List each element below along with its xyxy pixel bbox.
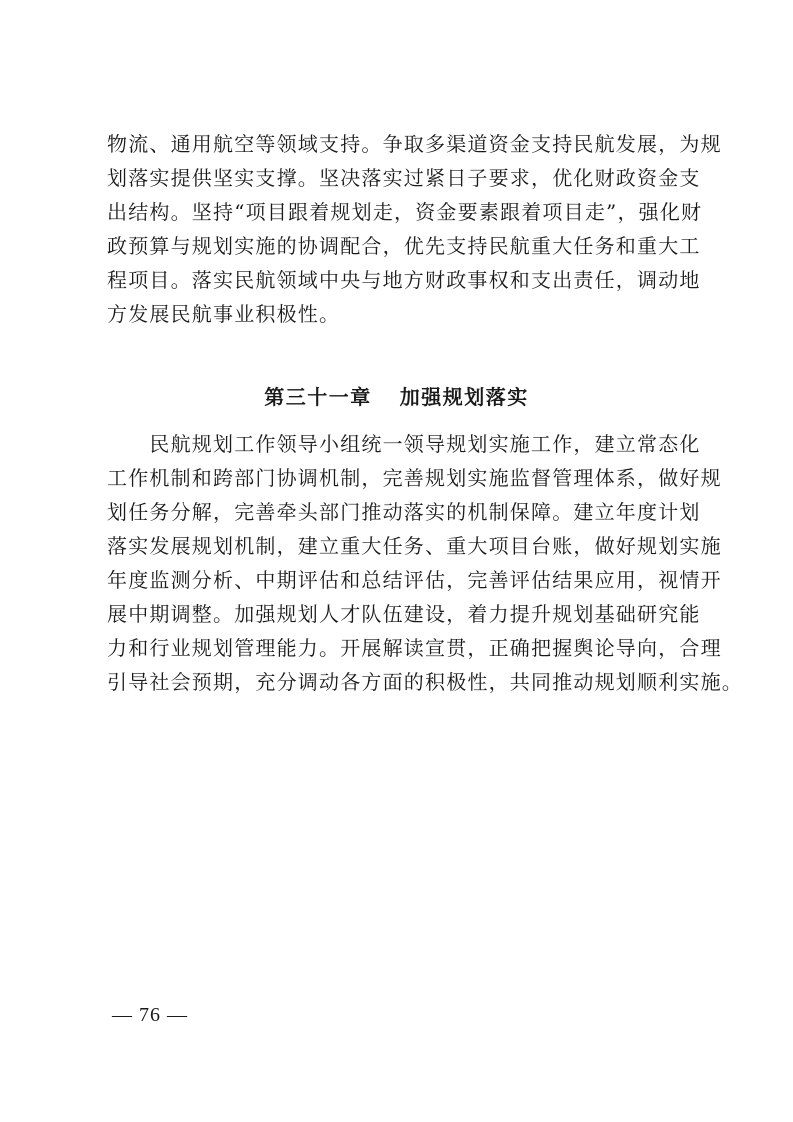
paragraph-line: 方发展民航事业积极性。 [107, 302, 341, 326]
paragraph-line: 展中期调整。加强规划人才队伍建设，着力提升规划基础研究能 [107, 602, 701, 626]
paragraph-line: 民航规划工作领导小组统一领导规划实施工作，建立常态化 [107, 432, 701, 456]
chapter-title: 加强规划落实 [399, 385, 529, 409]
paragraph-line: 出结构。坚持“项目跟着规划走，资金要素跟着项目走”，强化财 [107, 200, 703, 224]
paragraph-line: 工作机制和跨部门协调机制，完善规划实施监督管理体系，做好规 [107, 466, 722, 490]
paragraph-line: 物流、通用航空等领域支持。争取多渠道资金支持民航发展，为规 [107, 132, 722, 156]
paragraph-line: 划任务分解，完善牵头部门推动落实的机制保障。建立年度计划 [107, 500, 701, 524]
paragraph-line: 政预算与规划实施的协调配合，优先支持民航重大任务和重大工 [107, 234, 701, 258]
chapter-number: 第三十一章 [264, 385, 372, 409]
paragraph-line: 力和行业规划管理能力。开展解读宣贯，正确把握舆论导向，合理 [107, 636, 722, 660]
paragraph-line: 划落实提供坚实支撑。坚决落实过紧日子要求，优化财政资金支 [107, 166, 701, 190]
paragraph-line: 落实发展规划机制，建立重大任务、重大项目台账，做好规划实施 [107, 534, 722, 558]
chapter-heading [0, 380, 793, 414]
page-number: — 76 — [112, 1004, 188, 1026]
paragraph-funding [107, 127, 722, 331]
paragraph-implementation [107, 427, 743, 699]
paragraph-line: 引导社会预期，充分调动各方面的积极性，共同推动规划顺利实施。 [107, 670, 743, 694]
paragraph-line: 年度监测分析、中期评估和总结评估，完善评估结果应用，视情开 [107, 568, 722, 592]
paragraph-line: 程项目。落实民航领域中央与地方财政事权和支出责任，调动地 [107, 268, 701, 292]
